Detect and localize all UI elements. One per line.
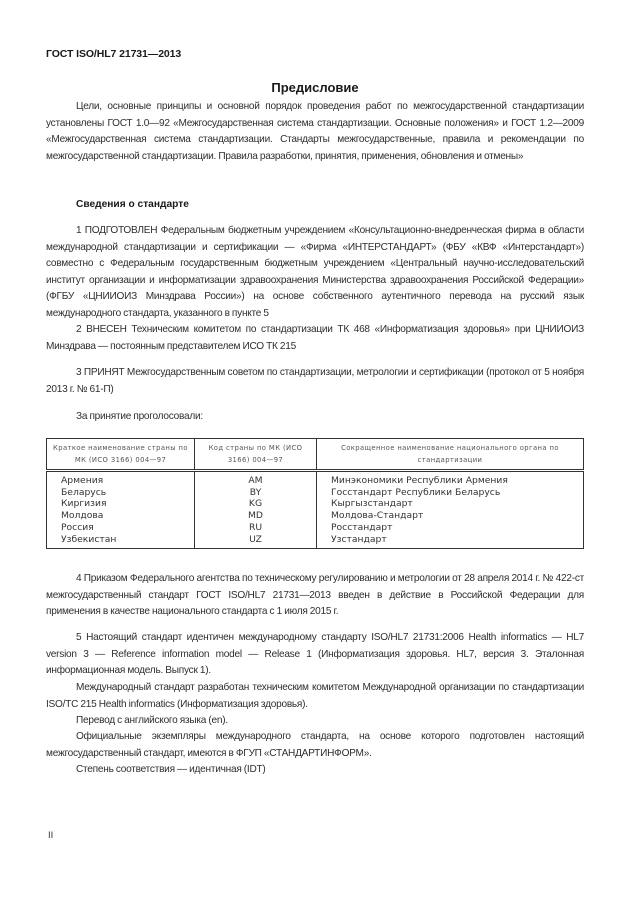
country-name: Узбекистан [47, 534, 195, 549]
country-code: MD [195, 510, 317, 522]
standards-body: Минэкономики Республики Армения [317, 471, 584, 487]
item-5-paragraph: 5 Настоящий стандарт идентичен международному стандарту ISO/HL7 21731:2006 Health informatics — HL7 version 3 — Reference information model — Release 1 (Информатизация здоровья. HL7, версия 3. Эталонная информационная модель. Выпуск 1). [46, 632, 584, 676]
table-header-row [47, 439, 584, 471]
item-3-paragraph: 3 ПРИНЯТ Межгосударственным советом по стандартизации, метрологии и сертификации (протокол от 5 ноября 2013 г. № 61-П) [46, 367, 584, 395]
country-name: Беларусь [47, 487, 195, 499]
item-5-conformity-paragraph: Степень соответствия — идентичная (IDT) [76, 764, 266, 775]
standards-body: Молдова-Стандарт [317, 510, 584, 522]
country-name: Молдова [47, 510, 195, 522]
item-4-paragraph: 4 Приказом Федерального агентства по техническому регулированию и метрологии от 28 апреля 2014 г. № 422-ст межгосударственный стандарт ГОСТ ISO/HL7 21731—2013 введен в действие в Российской Федерации для применения в качестве национального стандарта с 1 июля 2015 г. [46, 573, 584, 617]
item-1-paragraph: 1 ПОДГОТОВЛЕН Федеральным бюджетным учреждением «Консультационно-внедренческая фирма в области международной стандартизации и сертификации — «Фирма «ИНТЕРСТАНДАРТ» (ФБУ «КВФ «Интерстандарт») совместно с Федеральным государственным бюджетным учреждением «Центральный научно-исследовательский институт организации и информатизации здравоохранения Министерства здравоохранения Российской Федерации» (ФГБУ «ЦНИИОИЗ Минздрава России») на основе собственного аутентичного перевода на русский язык международного стандарта, указанного в пункте 5 [46, 225, 584, 319]
country-code: AM [195, 471, 317, 487]
country-name: Армения [47, 471, 195, 487]
item-5-translation-paragraph: Перевод с английского языка (en). [76, 715, 228, 726]
page-title: Предисловие [271, 80, 359, 95]
country-code: KG [195, 498, 317, 510]
item-5-copies-paragraph: Официальные экземпляры международного стандарта, на основе которого подготовлен настоящий межгосударственный стандарт, имеются в ФГУП «СТАНДАРТИНФОРМ». [46, 731, 584, 759]
standards-body: Росстандарт [317, 522, 584, 534]
table-row [47, 498, 584, 510]
intro-paragraph: Цели, основные принципы и основной порядок проведения работ по межгосударственной стандартизации установлены ГОСТ 1.0—92 «Межгосударственная система стандартизации. Основные положения» и ГОСТ 1.2—2009 «Межгосударственная система стандартизации. Стандарты межгосударственные, правила и рекомендации по межгосударственной стандартизации. Правила разработки, принятия, применения, обновления и отмены» [46, 101, 584, 162]
page-number: II [48, 830, 54, 841]
table-row [47, 471, 584, 487]
item-5-committee-paragraph: Международный стандарт разработан техническим комитетом Международной организации по стандартизации ISO/TC 215 Health informatics (Информатизация здоровья). [46, 682, 584, 710]
voting-table [46, 438, 584, 549]
country-name: Киргизия [47, 498, 195, 510]
header-standards-body: Сокращенное наименование национального органа по стандартизации [317, 439, 584, 471]
table-row [47, 510, 584, 522]
header-country-name: Краткое наименование страны по МК (ИСО 3166) 004—97 [47, 439, 195, 471]
country-code: UZ [195, 534, 317, 549]
table-row [47, 487, 584, 499]
running-head: ГОСТ ISO/HL7 21731—2013 [46, 48, 182, 60]
vote-label: За принятие проголосовали: [76, 411, 203, 422]
standards-body: Госстандарт Республики Беларусь [317, 487, 584, 499]
table-row [47, 534, 584, 549]
item-2-paragraph: 2 ВНЕСЕН Техническим комитетом по стандартизации ТК 468 «Информатизация здоровья» при ЦНИИОИЗ Минздрава — постоянным представителем ИСО ТК 215 [46, 324, 584, 352]
country-code: RU [195, 522, 317, 534]
section-heading: Сведения о стандарте [76, 199, 189, 210]
standards-body: Кыргызстандарт [317, 498, 584, 510]
header-country-code: Код страны по МК (ИСО 3166) 004—97 [195, 439, 317, 471]
country-code: BY [195, 487, 317, 499]
table-row [47, 522, 584, 534]
country-name: Россия [47, 522, 195, 534]
standards-body: Узстандарт [317, 534, 584, 549]
